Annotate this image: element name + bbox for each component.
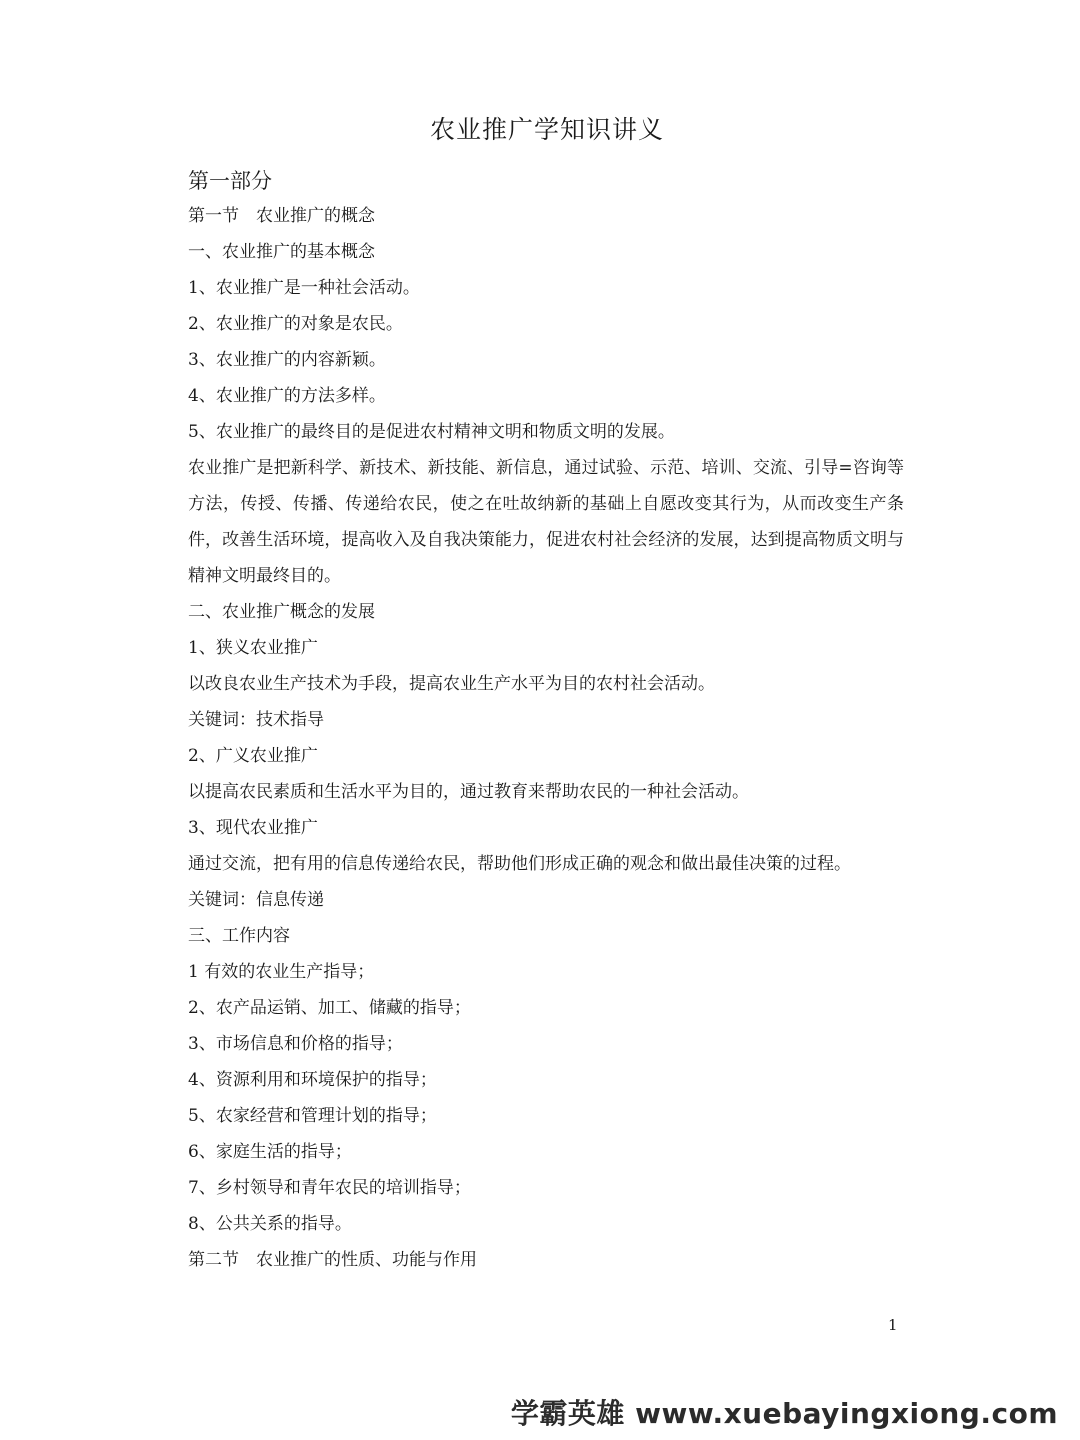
subsection-heading: 二、农业推广概念的发展	[188, 602, 375, 622]
list-item: 4、资源利用和环境保护的指导；	[188, 1070, 437, 1090]
body-text: 以改良农业生产技术为手段，提高农业生产水平为目的农村社会活动。	[188, 674, 715, 694]
definition-paragraph: 农业推广是把新科学、新技术、新技能、新信息，通过试验、示范、培训、交流、引导=咨询等方法，传授、传播、传递给农民，使之在吐故纳新的基础上自愿改变其行为，从而改变生产条件，改善生活环境，提高收入及自我决策能力，促进农村社会经济的发展，达到提高物质文明与精神文明最终目的。	[188, 458, 904, 586]
list-item: 7、乡村领导和青年农民的培训指导；	[188, 1178, 471, 1198]
site-watermark: 学霸英雄 www.xuebayingxiong.com	[510, 1397, 1058, 1430]
list-item: 8、公共关系的指导。	[188, 1214, 352, 1234]
list-item: 6、家庭生活的指导；	[188, 1142, 352, 1162]
section-heading: 第一节 农业推广的概念	[188, 206, 375, 226]
body-text: 通过交流，把有用的信息传递给农民，帮助他们形成正确的观念和做出最佳决策的过程。	[188, 854, 851, 874]
list-item: 3、农业推广的内容新颖。	[188, 350, 386, 370]
list-item: 1、狭义农业推广	[188, 638, 318, 658]
document-body	[188, 198, 904, 1278]
keyword-line: 关键词：信息传递	[188, 890, 324, 910]
list-item: 2、广义农业推广	[188, 746, 318, 766]
list-item: 1 有效的农业生产指导；	[188, 962, 375, 982]
list-item: 2、农产品运销、加工、储藏的指导；	[188, 998, 471, 1018]
list-item: 1、农业推广是一种社会活动。	[188, 278, 420, 298]
body-text: 以提高农民素质和生活水平为目的，通过教育来帮助农民的一种社会活动。	[188, 782, 749, 802]
list-item: 5、农家经营和管理计划的指导；	[188, 1106, 437, 1126]
subsection-heading: 三、工作内容	[188, 926, 290, 946]
list-item: 3、市场信息和价格的指导；	[188, 1034, 403, 1054]
document-title: 农业推广学知识讲义	[429, 115, 664, 144]
page-number: 1	[888, 1316, 898, 1334]
list-item: 4、农业推广的方法多样。	[188, 386, 386, 406]
keyword-line: 关键词：技术指导	[188, 710, 324, 730]
part-heading: 第一部分	[188, 169, 272, 193]
list-item: 2、农业推广的对象是农民。	[188, 314, 403, 334]
list-item: 3、现代农业推广	[188, 818, 318, 838]
list-item: 5、农业推广的最终目的是促进农村精神文明和物质文明的发展。	[188, 422, 675, 442]
subsection-heading: 一、农业推广的基本概念	[188, 242, 375, 262]
section-heading: 第二节 农业推广的性质、功能与作用	[188, 1250, 477, 1270]
